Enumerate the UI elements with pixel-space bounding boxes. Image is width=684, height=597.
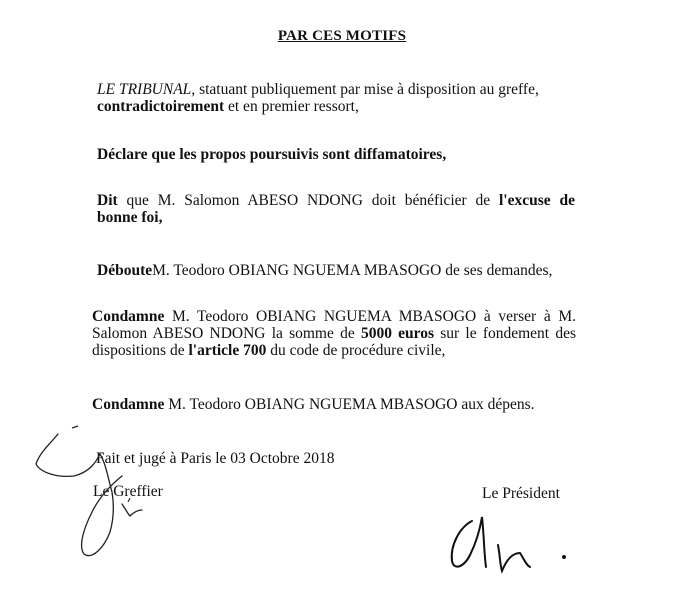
paragraph-tribunal-line2 (97, 98, 359, 115)
contradictoirement-text: contradictoirement (97, 98, 225, 115)
condamne-label-1: Condamne (92, 308, 165, 325)
paragraph-tribunal-line1 (97, 81, 539, 98)
amount-text: 5000 euros (360, 325, 435, 342)
condamne-paragraph-line2 (92, 325, 576, 342)
president-signature (440, 505, 580, 585)
depens-paragraph (92, 396, 535, 413)
deboute-label: Déboute (97, 262, 153, 279)
greffier-label: Le Greffier (93, 483, 163, 500)
condamne-text-1: M. Teodoro OBIANG NGUEMA MBASOGO à verser à M. (164, 308, 576, 325)
dit-text: que M. Salomon ABESO NDONG doit bénéficier de (117, 192, 499, 209)
salomon-text: Salomon ABESO NDONG la somme de (92, 325, 361, 342)
condamne-label-2: Condamne (92, 396, 165, 413)
declare-paragraph: Déclare que les propos poursuivis sont diffamatoires, (97, 146, 447, 163)
dit-paragraph-line1 (97, 192, 575, 209)
condamne-paragraph-line1 (92, 308, 576, 325)
depens-text: M. Teodoro OBIANG NGUEMA MBASOGO aux dépens. (164, 396, 535, 413)
fondement-text: sur le fondement des (434, 325, 576, 342)
dit-paragraph-line2: bonne foi, (97, 209, 163, 226)
condamne-paragraph-line3 (92, 342, 445, 359)
ressort-text: et en premier ressort, (224, 98, 359, 115)
tribunal-label: LE TRIBUNAL, (97, 81, 196, 98)
excuse-text: l'excuse de (499, 192, 575, 209)
deboute-paragraph (97, 262, 552, 279)
dispositions-text: dispositions de (92, 342, 189, 359)
date-line: Fait et jugé à Paris le 03 Octobre 2018 (96, 450, 335, 467)
article-text: l'article 700 (188, 342, 267, 359)
dit-label: Dit (97, 192, 118, 209)
deboute-text: M. Teodoro OBIANG NGUEMA MBASOGO de ses demandes, (152, 262, 553, 279)
greffier-signature (0, 418, 190, 597)
president-label: Le Président (482, 485, 560, 502)
tribunal-text: statuant publiquement par mise à disposition au greffe, (195, 81, 539, 98)
code-text: du code de procédure civile, (266, 342, 446, 359)
section-title: PAR CES MOTIFS (277, 28, 407, 44)
